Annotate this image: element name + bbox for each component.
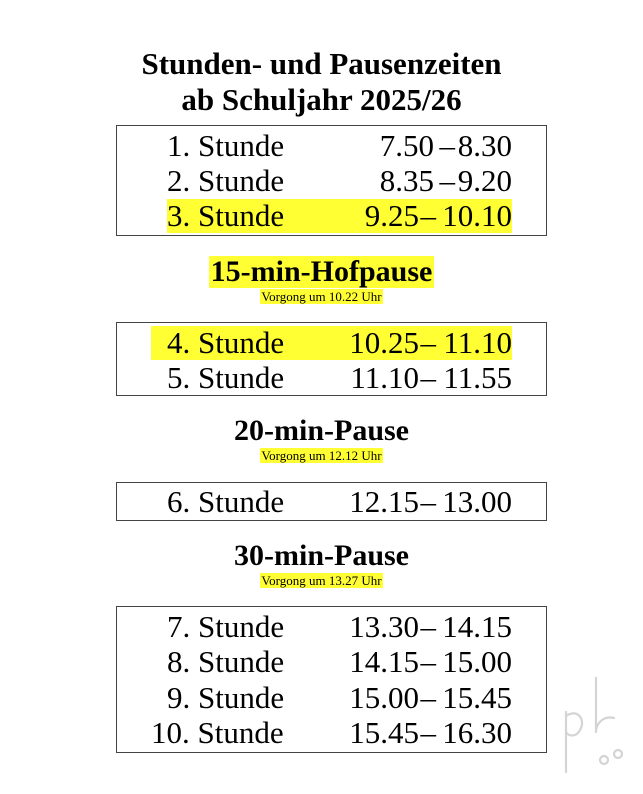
lesson-label: 3. Stunde — [167, 198, 285, 233]
lesson-separator: – — [420, 325, 436, 360]
pause-note: Vorgong um 12.12 Uhr — [261, 448, 382, 463]
lesson-label: 6. Stunde — [167, 484, 285, 519]
lesson-end: 16.30 — [442, 715, 512, 750]
lesson-separator: – — [439, 128, 455, 163]
lesson-start: 9.25 — [364, 198, 419, 233]
lesson-start: 7.50 — [379, 128, 434, 163]
lesson-end: 14.15 — [442, 609, 512, 644]
lesson-label: 9. Stunde — [167, 680, 285, 715]
schedule-block-4 — [116, 606, 547, 753]
pause-heading: 30-min-Pause — [234, 539, 409, 572]
lesson-separator: – — [420, 680, 436, 715]
page-title-line2: ab Schuljahr 2025/26 — [181, 82, 462, 117]
schedule-row — [167, 645, 512, 679]
pause-section-3 — [0, 540, 643, 590]
schedule-row — [167, 164, 512, 198]
lesson-start: 14.15 — [349, 644, 419, 679]
lesson-start: 12.15 — [349, 484, 419, 519]
lesson-label: 1. Stunde — [167, 128, 285, 163]
pause-note: Vorgong um 10.22 Uhr — [261, 289, 382, 304]
page-title-line1: Stunden- und Pausenzeiten — [141, 46, 502, 81]
schedule-block-3 — [116, 482, 547, 521]
lesson-label: 8. Stunde — [167, 644, 285, 679]
schedule-row-highlighted — [151, 326, 512, 360]
schedule-block-2 — [116, 322, 547, 396]
lesson-end: 9.20 — [457, 163, 512, 198]
lesson-start: 8.35 — [379, 163, 434, 198]
lesson-end: 10.10 — [442, 198, 512, 233]
lesson-label: 2. Stunde — [167, 163, 285, 198]
lesson-start: 11.10 — [350, 360, 419, 395]
lesson-label: 5. Stunde — [167, 360, 285, 395]
lesson-label: 4. Stunde — [167, 325, 285, 360]
lesson-end: 13.00 — [442, 484, 512, 519]
pause-heading: 15-min-Hofpause — [210, 255, 433, 288]
pause-section-1 — [0, 256, 643, 306]
lesson-end: 15.45 — [442, 680, 512, 715]
lesson-separator: – — [420, 644, 436, 679]
lesson-separator: – — [420, 360, 436, 395]
schedule-row-highlighted — [167, 199, 512, 233]
schedule-row — [167, 681, 512, 715]
lesson-label: 7. Stunde — [167, 609, 285, 644]
lesson-label: 10. Stunde — [151, 715, 284, 750]
schedule-row — [167, 485, 512, 519]
lesson-end: 11.55 — [443, 360, 512, 395]
lesson-start: 10.25 — [349, 325, 419, 360]
schedule-row — [151, 716, 512, 750]
lesson-separator: – — [420, 609, 436, 644]
pr-monogram-logo-icon — [556, 672, 628, 777]
lesson-start: 15.00 — [349, 680, 419, 715]
lesson-separator: – — [420, 198, 436, 233]
schedule-row — [167, 610, 512, 644]
lesson-separator: – — [439, 163, 455, 198]
pause-note: Vorgong um 13.27 Uhr — [261, 573, 382, 588]
schedule-block-1 — [116, 125, 547, 236]
lesson-end: 11.10 — [443, 325, 512, 360]
pause-heading: 20-min-Pause — [234, 414, 409, 447]
schedule-row — [167, 129, 512, 163]
lesson-separator: – — [420, 484, 436, 519]
lesson-start: 13.30 — [349, 609, 419, 644]
lesson-separator: – — [420, 715, 436, 750]
lesson-end: 15.00 — [442, 644, 512, 679]
lesson-start: 15.45 — [349, 715, 419, 750]
schedule-row — [167, 361, 512, 395]
lesson-end: 8.30 — [457, 128, 512, 163]
pause-section-2 — [0, 415, 643, 465]
